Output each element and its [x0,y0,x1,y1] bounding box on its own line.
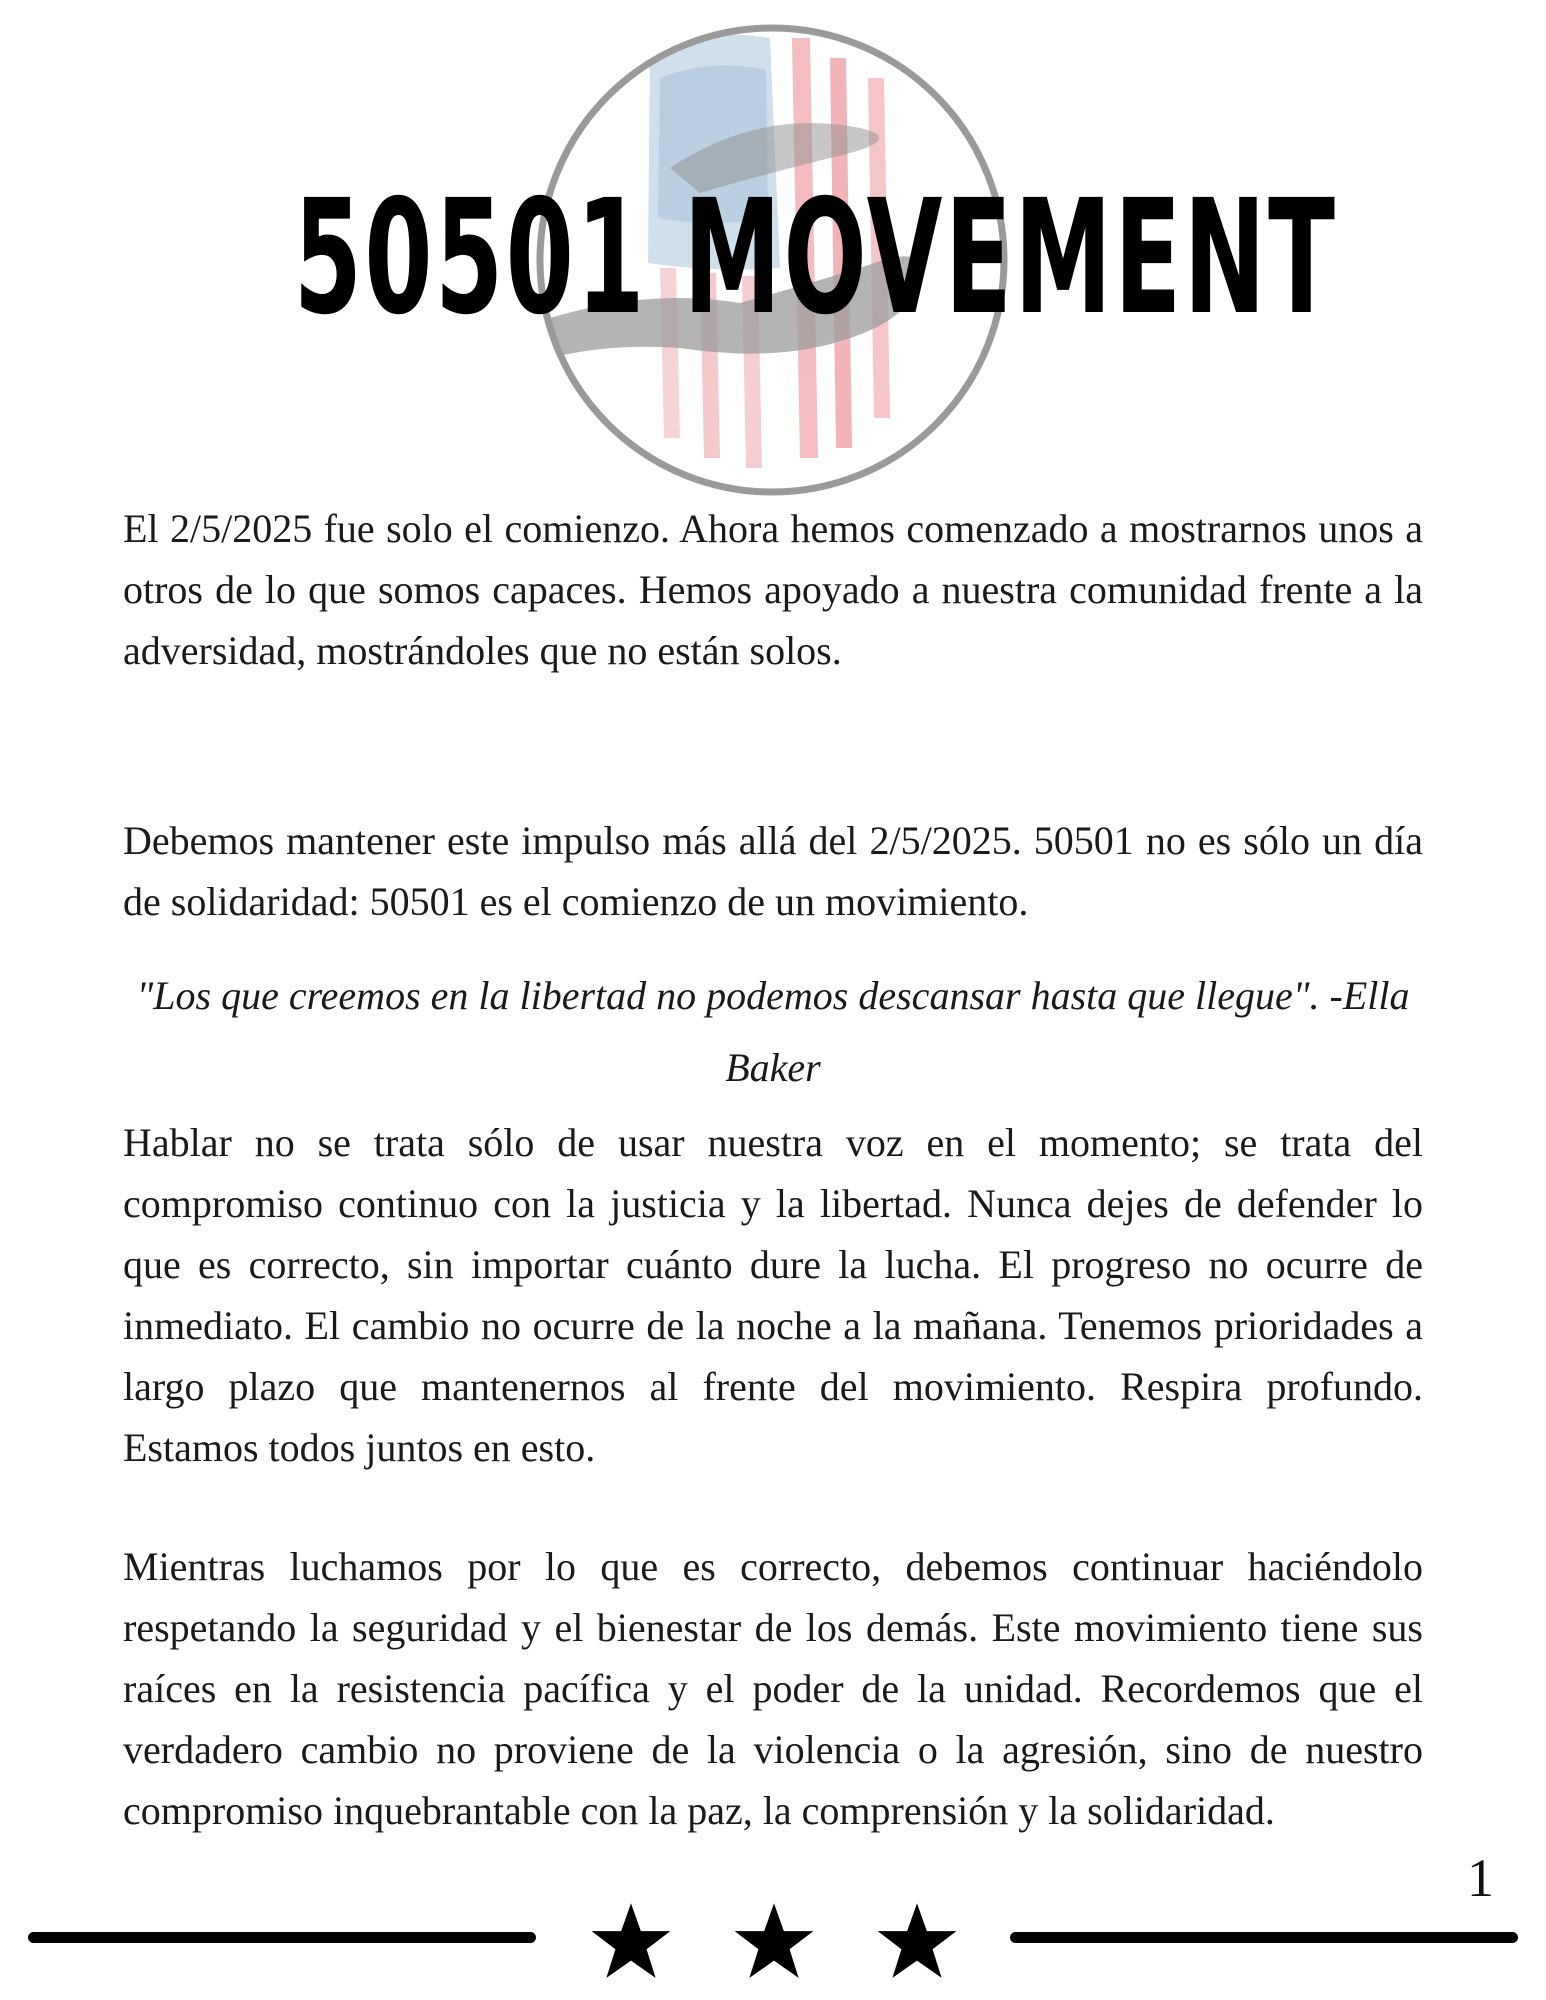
star-icon [876,1900,958,1982]
star-icon [590,1900,672,1982]
footer-rule-right [1010,1932,1518,1943]
paragraph-intro: El 2/5/2025 fue solo el comienzo. Ahora hemos comenzado a mostrarnos unos a otros de lo que somos capaces. Hemos apoyado a nuestra comunidad frente a la adversidad, mostrándoles que no están solos. [123,506,1423,673]
paragraph-momentum: Debemos mantener este impulso más allá del 2/5/2025. 50501 no es sólo un día de solidaridad: 50501 es el comienzo de un movimiento. [123,818,1423,924]
page-title: 50501 MOVEMENT [293,166,1338,350]
paragraph-commitment: Hablar no se trata sólo de usar nuestra voz en el momento; se trata del compromiso continuo con la justicia y la libertad. Nunca dejes de defender lo que es correcto, sin importar cuánto dure la lucha. El progreso no ocurre de inmediato. El cambio no ocurre de la noche a la mañana. Tenemos prioridades a largo plazo que mantenernos al frente del movimiento. Respira profundo. Estamos todos juntos en esto. [123,1120,1423,1470]
paragraph-peace: Mientras luchamos por lo que es correcto, debemos continuar haciéndolo respetando la seguridad y el bienestar de los demás. Este movimiento tiene sus raíces en la resistencia pacífica y el poder de la unidad. Recordemos que el verdadero cambio no proviene de la violencia o la agresión, sino de nuestro compromiso inquebrantable con la paz, la comprensión y la solidaridad. [123,1544,1423,1833]
page-number: 1 [1467,1848,1494,1908]
star-icon [733,1900,815,1982]
quote-ella-baker: "Los que creemos en la libertad no podemos descansar hasta que llegue". -Ella Baker [136,973,1410,1090]
footer-rule-left [28,1932,536,1943]
